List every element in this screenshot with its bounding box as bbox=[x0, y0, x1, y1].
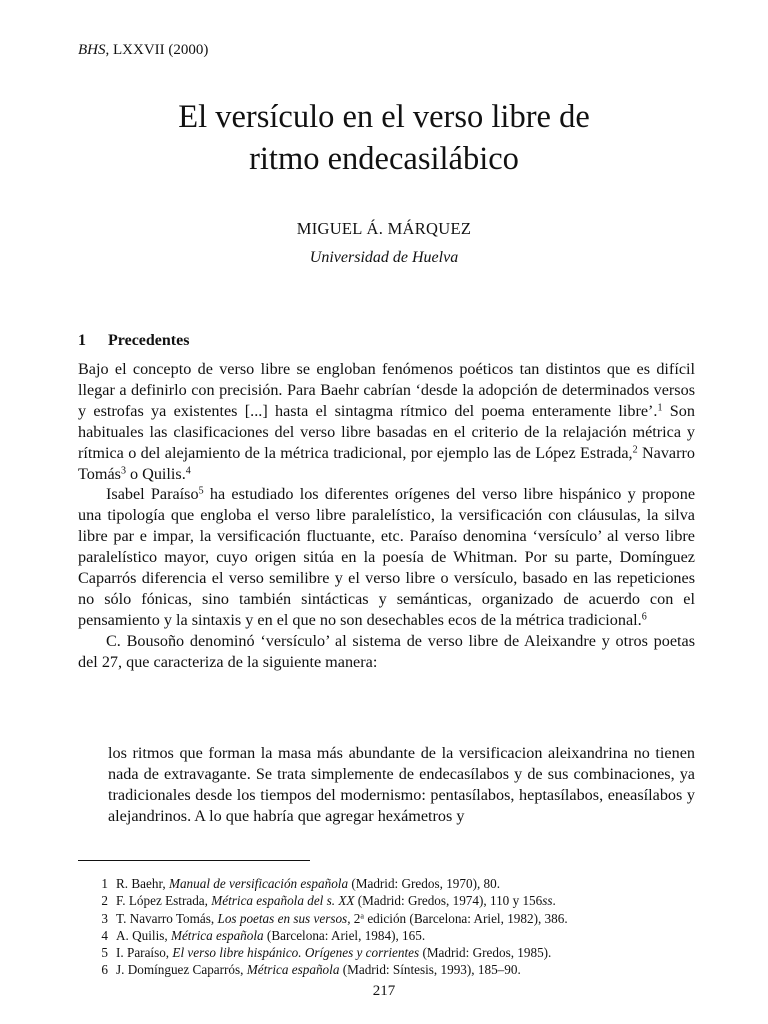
footnote-number: 1 bbox=[101, 876, 108, 891]
footnote-ref-6[interactable]: 6 bbox=[641, 611, 647, 623]
footnote-text: T. Navarro Tomás, bbox=[116, 910, 218, 926]
footnote-book-title: Manual de versificación española bbox=[168, 876, 349, 891]
paragraph-text: Navarro Tomás bbox=[78, 443, 695, 483]
footnote-6 bbox=[78, 961, 718, 978]
footnote-number: 4 bbox=[101, 927, 108, 943]
journal-abbreviation: BHS bbox=[78, 42, 106, 58]
footnote-ref-1[interactable]: 1 bbox=[657, 402, 663, 414]
footnote-number: 3 bbox=[101, 910, 108, 926]
footnote-text: (Madrid: Gredos, 1970), 80. bbox=[348, 876, 501, 891]
title-line-1: El versículo en el verso libre de bbox=[178, 99, 590, 135]
paragraph-text: Bajo el concepto de verso libre se engloban fenómenos poéticos tan distintos que es difícil llegar a definirlo con precisión. Para Baehr cabrían ‘desde la adopción de determinados versos y estrofas ya existentes [...] hasta el sintagma rítmico del poema enteramente libre’. bbox=[78, 360, 695, 420]
footnote-abbrev: ss bbox=[542, 893, 553, 909]
footnote-book-title: Los poetas en sus versos bbox=[217, 910, 348, 926]
footnote-text: I. Paraíso, bbox=[116, 945, 173, 961]
page-number: 217 bbox=[372, 983, 396, 999]
footnote-book-title: Métrica española del s. XX bbox=[211, 893, 355, 909]
footnote-1 bbox=[78, 875, 718, 892]
footnote-text: A. Quilis, bbox=[116, 927, 171, 943]
block-quote: los ritmos que forman la masa más abundante de la versificacion aleixandrina no tienen nada de extravagante. Se trata simplemente de endecasílabos y de sus combinaciones, ya tradicionales desde los tiempos del modernismo: pentasílabos, heptasílabos, eneasílabos y alejandrinos. A lo que habría que agregar hexámetros y bbox=[108, 744, 695, 825]
footnote-text: (Madrid: Síntesis, 1993), 185–90. bbox=[339, 962, 521, 978]
footnote-text: . bbox=[552, 893, 556, 909]
footnote-book-title: Métrica española bbox=[170, 927, 264, 943]
journal-citation bbox=[78, 40, 208, 60]
footnotes bbox=[78, 875, 718, 979]
paragraph-text: ha estudiado los diferentes orígenes del verso libre hispánico y propone una tipología que engloba el verso libre paralelístico, la versificación con cláusulas, la silva libre par e impar, la versificación fluctuante, etc. Paraíso denomina ‘versículo’ al verso libre paralelístico mayor, cuyo origen sitúa en la poesía de Whitman. Por su parte, Domínguez Caparrós diferencia el verso semilibre y el verso libre o versículo, basado en las repeticiones no sólo fónicas, sino también sintácticas y semánticas, organizado de acuerdo con el pensamiento y la sintaxis y en el que no son desechables ecos de la métrica tradicional. bbox=[78, 485, 696, 629]
footnote-book-title: El verso libre hispánico. Orígenes y corrientes bbox=[172, 945, 420, 961]
footnote-5 bbox=[78, 944, 718, 961]
body-text bbox=[78, 359, 695, 673]
footnote-number: 5 bbox=[101, 945, 108, 961]
footnote-superscript: a bbox=[360, 911, 365, 921]
footnote-text: , 2 bbox=[347, 910, 361, 926]
footnote-ref-5[interactable]: 5 bbox=[198, 485, 204, 497]
paragraph-text: Son habituales las clasificaciones del verso libre basadas en el criterio de la relajación métrica y rítmica o del alejamiento de la métrica tradicional, por ejemplo las de López Estrada, bbox=[78, 401, 695, 462]
footnote-separator bbox=[78, 860, 310, 861]
paragraph-1 bbox=[78, 359, 695, 484]
footnote-number: 2 bbox=[101, 893, 108, 909]
footnote-2 bbox=[78, 892, 718, 909]
paragraph-text: Isabel Paraíso bbox=[106, 485, 199, 504]
footnote-text: F. López Estrada, bbox=[116, 893, 212, 909]
footnote-text: (Madrid: Gredos, 1985). bbox=[419, 945, 552, 961]
footnote-ref-3[interactable]: 3 bbox=[120, 465, 126, 477]
journal-volume-year: , LXXVII (2000) bbox=[105, 42, 209, 58]
footnote-3 bbox=[78, 910, 718, 927]
article-title bbox=[60, 96, 708, 180]
paragraph-text: o Quilis. bbox=[125, 464, 186, 483]
footnote-4 bbox=[78, 927, 718, 944]
section-title: Precedentes bbox=[108, 332, 190, 349]
footnote-number: 6 bbox=[101, 962, 108, 978]
author-affiliation: Universidad de Huelva bbox=[309, 249, 459, 266]
footnote-text: (Barcelona: Ariel, 1984), 165. bbox=[263, 927, 426, 943]
section-heading bbox=[78, 332, 189, 350]
section-number: 1 bbox=[78, 332, 86, 349]
title-line-2: ritmo endecasilábico bbox=[249, 141, 519, 177]
footnote-text: J. Domínguez Caparrós, bbox=[116, 962, 247, 978]
footnote-book-title: Métrica española bbox=[246, 962, 340, 978]
footnote-text: (Madrid: Gredos, 1974), 110 y 156 bbox=[354, 893, 543, 909]
paragraph-2 bbox=[78, 484, 695, 630]
footnote-text: edición (Barcelona: Ariel, 1982), 386. bbox=[364, 910, 568, 926]
footnote-ref-2[interactable]: 2 bbox=[632, 444, 638, 456]
paragraph-3: C. Bousoño denominó ‘versículo’ al sistema de verso libre de Aleixandre y otros poetas del 27, que caracteriza de la siguiente manera: bbox=[78, 631, 695, 671]
footnote-ref-4[interactable]: 4 bbox=[185, 465, 191, 477]
footnote-text: R. Baehr, bbox=[116, 876, 169, 891]
author-name: MIGUEL Á. MÁRQUEZ bbox=[296, 219, 472, 238]
